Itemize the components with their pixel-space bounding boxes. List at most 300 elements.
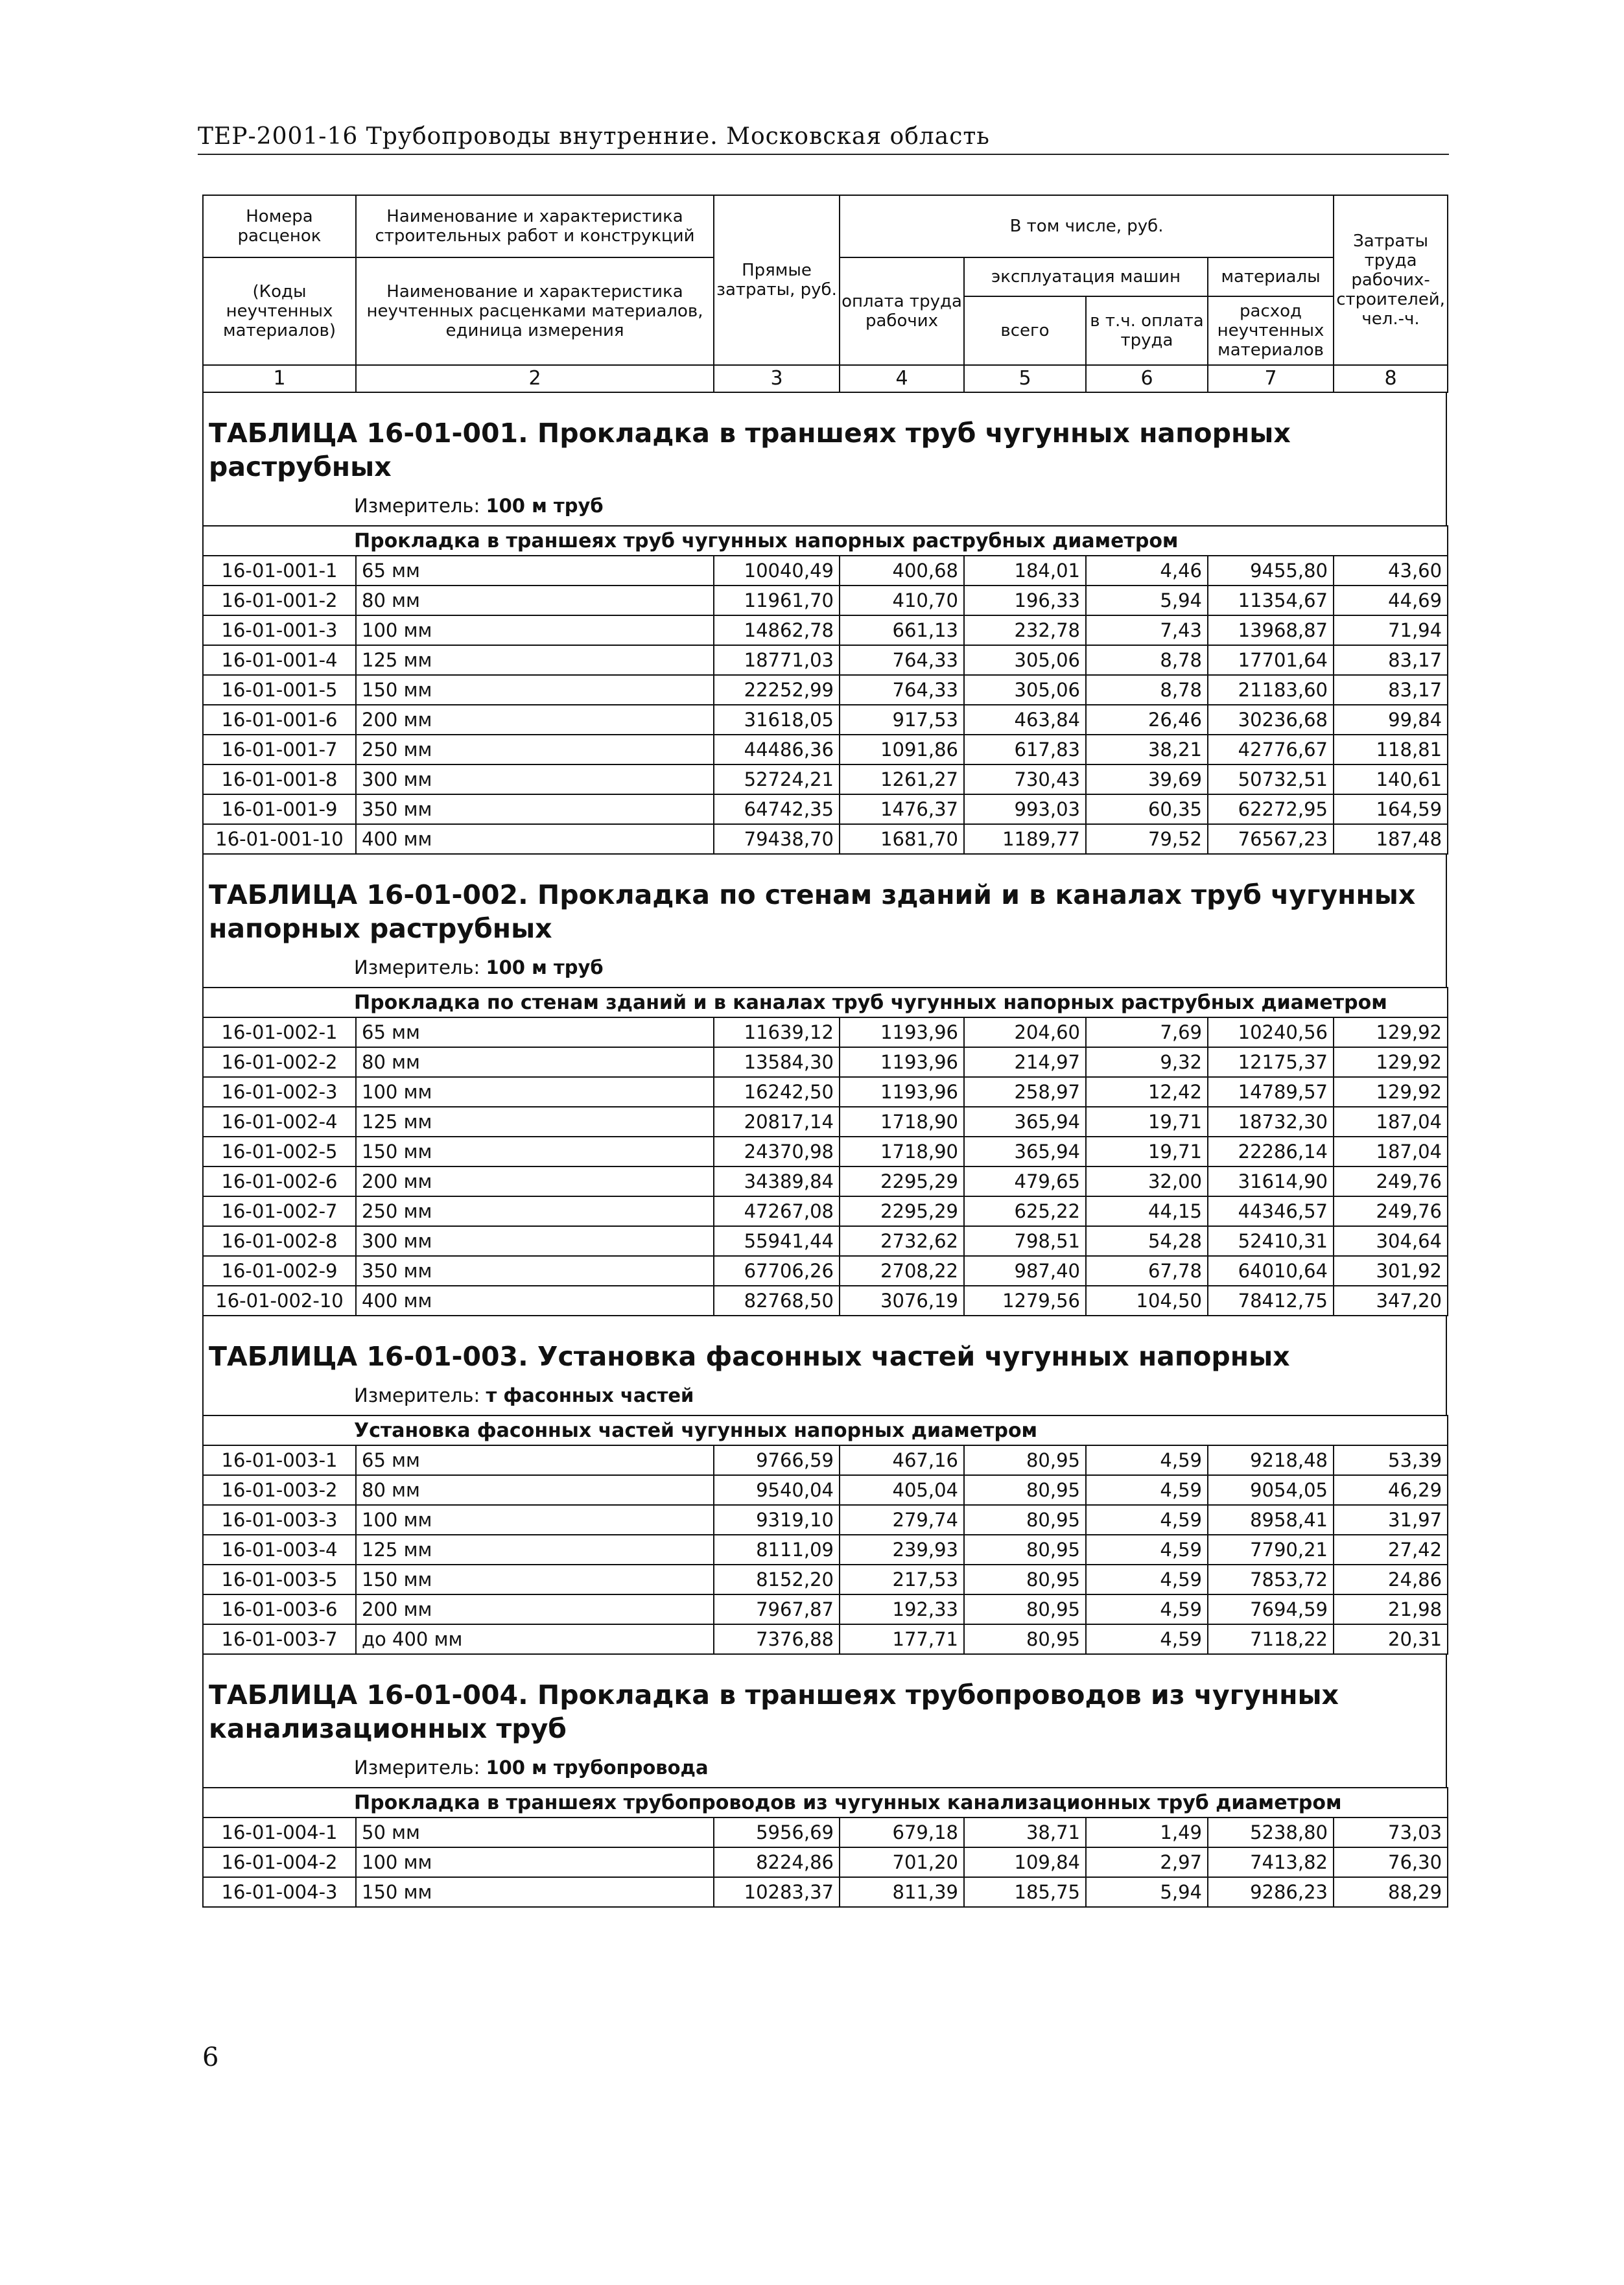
table-row (203, 1624, 1448, 1654)
machines-wages: 60,35 (1086, 794, 1208, 824)
materials-cost: 9054,05 (1208, 1475, 1334, 1505)
rate-description: 150 мм (356, 675, 714, 705)
direct-costs: 10040,49 (714, 556, 840, 586)
materials-cost: 62272,95 (1208, 794, 1334, 824)
materials-cost: 7413,82 (1208, 1847, 1334, 1877)
rate-description: 400 мм (356, 824, 714, 854)
table-row (203, 1226, 1448, 1256)
machines-wages: 8,78 (1086, 675, 1208, 705)
labor-hours: 20,31 (1334, 1624, 1448, 1654)
labor-hours: 27,42 (1334, 1535, 1448, 1565)
materials-cost: 9218,48 (1208, 1445, 1334, 1475)
direct-costs: 44486,36 (714, 735, 840, 764)
rate-description: 100 мм (356, 615, 714, 645)
table-row (203, 1565, 1448, 1594)
worker-wages: 1261,27 (840, 764, 964, 794)
labor-hours: 53,39 (1334, 1445, 1448, 1475)
labor-hours: 164,59 (1334, 794, 1448, 824)
direct-costs: 14862,78 (714, 615, 840, 645)
machines-wages: 104,50 (1086, 1286, 1208, 1316)
rate-description: 300 мм (356, 764, 714, 794)
rate-description: 80 мм (356, 586, 714, 615)
rates-table (202, 987, 1448, 1316)
materials-cost: 11354,67 (1208, 586, 1334, 615)
labor-hours: 43,60 (1334, 556, 1448, 586)
table-row (203, 705, 1448, 735)
table-row (203, 1445, 1448, 1475)
column-header-table (202, 195, 1448, 393)
rate-description: 125 мм (356, 1107, 714, 1137)
measure-row (202, 1752, 1447, 1787)
table-row (203, 1475, 1448, 1505)
labor-hours: 129,92 (1334, 1047, 1448, 1077)
page-number: 6 (202, 2042, 219, 2072)
rate-description: 250 мм (356, 1196, 714, 1226)
machines-total: 993,03 (964, 794, 1086, 824)
col6-header: в т.ч. оплата труда (1086, 296, 1208, 365)
including-header: В том числе, руб. (840, 195, 1334, 257)
rate-description: 150 мм (356, 1877, 714, 1907)
labor-hours: 140,61 (1334, 764, 1448, 794)
machines-wages: 4,59 (1086, 1505, 1208, 1535)
table-row (203, 1594, 1448, 1624)
machines-total: 80,95 (964, 1535, 1086, 1565)
direct-costs: 9766,59 (714, 1445, 840, 1475)
rate-code: 16-01-002-8 (203, 1226, 356, 1256)
direct-costs: 16242,50 (714, 1077, 840, 1107)
rate-code: 16-01-001-1 (203, 556, 356, 586)
rate-code: 16-01-001-3 (203, 615, 356, 645)
rate-description: 125 мм (356, 1535, 714, 1565)
measure-row (202, 490, 1447, 525)
worker-wages: 2295,29 (840, 1196, 964, 1226)
worker-wages: 917,53 (840, 705, 964, 735)
rate-code: 16-01-003-2 (203, 1475, 356, 1505)
machines-wages: 79,52 (1086, 824, 1208, 854)
section-title: ТАБЛИЦА 16-01-003. Установка фасонных частей чугунных напорных (202, 1316, 1447, 1380)
col-number: 1 (203, 365, 356, 392)
machines-wages: 4,59 (1086, 1624, 1208, 1654)
measure-label: Измеритель: (354, 495, 480, 517)
worker-wages: 1193,96 (840, 1047, 964, 1077)
machines-wages: 39,69 (1086, 764, 1208, 794)
materials-cost: 13968,87 (1208, 615, 1334, 645)
worker-wages: 2295,29 (840, 1166, 964, 1196)
machines-header: эксплуатация машин (964, 257, 1208, 296)
machines-total: 1189,77 (964, 824, 1086, 854)
section-title: ТАБЛИЦА 16-01-004. Прокладка в траншеях трубопроводов из чугунных канализационных труб (202, 1655, 1447, 1752)
rates-table (202, 1415, 1448, 1655)
machines-wages: 38,21 (1086, 735, 1208, 764)
rate-description: 200 мм (356, 1166, 714, 1196)
rate-description: 100 мм (356, 1847, 714, 1877)
materials-cost: 9286,23 (1208, 1877, 1334, 1907)
worker-wages: 405,04 (840, 1475, 964, 1505)
rate-code: 16-01-004-2 (203, 1847, 356, 1877)
labor-hours: 88,29 (1334, 1877, 1448, 1907)
rate-description: 50 мм (356, 1817, 714, 1847)
machines-total: 987,40 (964, 1256, 1086, 1286)
labor-hours: 71,94 (1334, 615, 1448, 645)
materials-cost: 9455,80 (1208, 556, 1334, 586)
labor-hours: 99,84 (1334, 705, 1448, 735)
rates-table (202, 525, 1448, 855)
worker-wages: 811,39 (840, 1877, 964, 1907)
direct-costs: 22252,99 (714, 675, 840, 705)
measure-value: 100 м труб (486, 495, 604, 517)
table-row (203, 1286, 1448, 1316)
table-row (203, 824, 1448, 854)
machines-total: 305,06 (964, 675, 1086, 705)
rate-description: 200 мм (356, 1594, 714, 1624)
machines-wages: 4,59 (1086, 1535, 1208, 1565)
materials-cost: 76567,23 (1208, 824, 1334, 854)
rate-code: 16-01-003-4 (203, 1535, 356, 1565)
rate-description: 65 мм (356, 556, 714, 586)
labor-hours: 31,97 (1334, 1505, 1448, 1535)
table-row (203, 615, 1448, 645)
machines-wages: 26,46 (1086, 705, 1208, 735)
worker-wages: 3076,19 (840, 1286, 964, 1316)
table-row (203, 675, 1448, 705)
machines-total: 258,97 (964, 1077, 1086, 1107)
machines-total: 798,51 (964, 1226, 1086, 1256)
direct-costs: 55941,44 (714, 1226, 840, 1256)
materials-cost: 7694,59 (1208, 1594, 1334, 1624)
rate-code: 16-01-002-10 (203, 1286, 356, 1316)
materials-cost: 17701,64 (1208, 645, 1334, 675)
worker-wages: 467,16 (840, 1445, 964, 1475)
rate-code: 16-01-001-2 (203, 586, 356, 615)
machines-total: 1279,56 (964, 1286, 1086, 1316)
machines-total: 463,84 (964, 705, 1086, 735)
direct-costs: 64742,35 (714, 794, 840, 824)
machines-wages: 44,15 (1086, 1196, 1208, 1226)
machines-wages: 2,97 (1086, 1847, 1208, 1877)
worker-wages: 661,13 (840, 615, 964, 645)
machines-total: 184,01 (964, 556, 1086, 586)
rate-code: 16-01-002-1 (203, 1017, 356, 1047)
machines-wages: 5,94 (1086, 1877, 1208, 1907)
rate-code: 16-01-002-3 (203, 1077, 356, 1107)
machines-wages: 1,49 (1086, 1817, 1208, 1847)
rate-code: 16-01-003-6 (203, 1594, 356, 1624)
rate-description: 400 мм (356, 1286, 714, 1316)
machines-total: 305,06 (964, 645, 1086, 675)
machines-total: 185,75 (964, 1877, 1086, 1907)
table-row (203, 1017, 1448, 1047)
rates-table (202, 1787, 1448, 1908)
direct-costs: 18771,03 (714, 645, 840, 675)
machines-total: 80,95 (964, 1445, 1086, 1475)
rate-code: 16-01-001-7 (203, 735, 356, 764)
materials-cost: 5238,80 (1208, 1817, 1334, 1847)
col-number: 5 (964, 365, 1086, 392)
direct-costs: 13584,30 (714, 1047, 840, 1077)
col-number: 3 (714, 365, 840, 392)
machines-wages: 19,71 (1086, 1137, 1208, 1166)
measure-label: Измеритель: (354, 1384, 480, 1406)
materials-cost: 30236,68 (1208, 705, 1334, 735)
rate-code: 16-01-001-8 (203, 764, 356, 794)
rate-code: 16-01-001-6 (203, 705, 356, 735)
labor-hours: 301,92 (1334, 1256, 1448, 1286)
worker-wages: 1193,96 (840, 1077, 964, 1107)
materials-cost: 64010,64 (1208, 1256, 1334, 1286)
col8-header: Затраты труда рабочих-строителей, чел.-ч. (1334, 195, 1448, 365)
machines-wages: 7,43 (1086, 615, 1208, 645)
machines-wages: 7,69 (1086, 1017, 1208, 1047)
machines-wages: 4,59 (1086, 1475, 1208, 1505)
labor-hours: 129,92 (1334, 1077, 1448, 1107)
table-row (203, 1817, 1448, 1847)
materials-cost: 8958,41 (1208, 1505, 1334, 1535)
machines-wages: 4,46 (1086, 556, 1208, 586)
rate-description: 125 мм (356, 645, 714, 675)
machines-wages: 5,94 (1086, 586, 1208, 615)
rate-description: 80 мм (356, 1475, 714, 1505)
col1-header-bottom: (Коды неучтенных материалов) (203, 257, 356, 365)
table-row (203, 1256, 1448, 1286)
worker-wages: 400,68 (840, 556, 964, 586)
direct-costs: 7967,87 (714, 1594, 840, 1624)
col-number: 7 (1208, 365, 1334, 392)
materials-cost: 22286,14 (1208, 1137, 1334, 1166)
machines-wages: 4,59 (1086, 1594, 1208, 1624)
rate-code: 16-01-004-3 (203, 1877, 356, 1907)
materials-cost: 7790,21 (1208, 1535, 1334, 1565)
direct-costs: 8152,20 (714, 1565, 840, 1594)
machines-wages: 9,32 (1086, 1047, 1208, 1077)
labor-hours: 249,76 (1334, 1196, 1448, 1226)
direct-costs: 8224,86 (714, 1847, 840, 1877)
materials-header: материалы (1208, 257, 1334, 296)
rate-code: 16-01-001-4 (203, 645, 356, 675)
measure-value: 100 м трубопровода (486, 1757, 709, 1779)
labor-hours: 118,81 (1334, 735, 1448, 764)
table-row (203, 794, 1448, 824)
table-subheader: Прокладка в траншеях труб чугунных напорных раструбных диаметром (203, 526, 1448, 556)
measure-label: Измеритель: (354, 1757, 480, 1779)
direct-costs: 10283,37 (714, 1877, 840, 1907)
worker-wages: 701,20 (840, 1847, 964, 1877)
column-numbers-row (203, 365, 1448, 392)
rate-description: 100 мм (356, 1505, 714, 1535)
machines-total: 80,95 (964, 1565, 1086, 1594)
table-row (203, 1505, 1448, 1535)
labor-hours: 83,17 (1334, 675, 1448, 705)
rate-code: 16-01-003-3 (203, 1505, 356, 1535)
rate-code: 16-01-003-7 (203, 1624, 356, 1654)
worker-wages: 764,33 (840, 645, 964, 675)
direct-costs: 24370,98 (714, 1137, 840, 1166)
rates-document (202, 195, 1447, 1908)
rate-code: 16-01-003-5 (203, 1565, 356, 1594)
materials-cost: 18732,30 (1208, 1107, 1334, 1137)
rate-code: 16-01-001-9 (203, 794, 356, 824)
col2-header-bottom: Наименование и характеристика неучтенных расценками материалов, единица измерения (356, 257, 714, 365)
rate-code: 16-01-002-4 (203, 1107, 356, 1137)
direct-costs: 7376,88 (714, 1624, 840, 1654)
table-subheader: Прокладка в траншеях трубопроводов из чугунных канализационных труб диаметром (203, 1788, 1448, 1817)
worker-wages: 177,71 (840, 1624, 964, 1654)
materials-cost: 78412,75 (1208, 1286, 1334, 1316)
direct-costs: 34389,84 (714, 1166, 840, 1196)
machines-total: 196,33 (964, 586, 1086, 615)
worker-wages: 1718,90 (840, 1107, 964, 1137)
machines-wages: 19,71 (1086, 1107, 1208, 1137)
labor-hours: 24,86 (1334, 1565, 1448, 1594)
measure-label: Измеритель: (354, 956, 480, 978)
labor-hours: 129,92 (1334, 1017, 1448, 1047)
table-row (203, 645, 1448, 675)
col-number: 6 (1086, 365, 1208, 392)
machines-total: 109,84 (964, 1847, 1086, 1877)
labor-hours: 187,04 (1334, 1137, 1448, 1166)
rate-code: 16-01-003-1 (203, 1445, 356, 1475)
worker-wages: 217,53 (840, 1565, 964, 1594)
rate-code: 16-01-001-10 (203, 824, 356, 854)
labor-hours: 21,98 (1334, 1594, 1448, 1624)
col7-header: расход неучтенных материалов (1208, 296, 1334, 365)
labor-hours: 187,48 (1334, 824, 1448, 854)
table-row (203, 1166, 1448, 1196)
page-header: ТЕР-2001-16 Трубопроводы внутренние. Московская область (198, 123, 1449, 155)
direct-costs: 31618,05 (714, 705, 840, 735)
machines-total: 214,97 (964, 1047, 1086, 1077)
rate-code: 16-01-001-5 (203, 675, 356, 705)
direct-costs: 67706,26 (714, 1256, 840, 1286)
col-number: 2 (356, 365, 714, 392)
direct-costs: 9319,10 (714, 1505, 840, 1535)
materials-cost: 14789,57 (1208, 1077, 1334, 1107)
worker-wages: 192,33 (840, 1594, 964, 1624)
labor-hours: 44,69 (1334, 586, 1448, 615)
table-row (203, 1137, 1448, 1166)
table-row (203, 735, 1448, 764)
section-title: ТАБЛИЦА 16-01-001. Прокладка в траншеях труб чугунных напорных раструбных (202, 393, 1447, 490)
machines-wages: 4,59 (1086, 1565, 1208, 1594)
machines-total: 625,22 (964, 1196, 1086, 1226)
direct-costs: 9540,04 (714, 1475, 840, 1505)
direct-costs: 47267,08 (714, 1196, 840, 1226)
col2-header-top: Наименование и характеристика строительных работ и конструкций (356, 195, 714, 257)
machines-wages: 8,78 (1086, 645, 1208, 675)
worker-wages: 2732,62 (840, 1226, 964, 1256)
col5-header: всего (964, 296, 1086, 365)
col1-header-top: Номера расценок (203, 195, 356, 257)
table-row (203, 764, 1448, 794)
rate-code: 16-01-002-5 (203, 1137, 356, 1166)
machines-total: 617,83 (964, 735, 1086, 764)
rate-description: 100 мм (356, 1077, 714, 1107)
table-row (203, 1847, 1448, 1877)
materials-cost: 7853,72 (1208, 1565, 1334, 1594)
machines-total: 80,95 (964, 1475, 1086, 1505)
labor-hours: 347,20 (1334, 1286, 1448, 1316)
measure-value: т фасонных частей (486, 1384, 694, 1406)
machines-total: 80,95 (964, 1594, 1086, 1624)
rate-description: 200 мм (356, 705, 714, 735)
table-row (203, 1107, 1448, 1137)
labor-hours: 46,29 (1334, 1475, 1448, 1505)
machines-wages: 4,59 (1086, 1445, 1208, 1475)
measure-row (202, 1380, 1447, 1415)
direct-costs: 20817,14 (714, 1107, 840, 1137)
rate-code: 16-01-004-1 (203, 1817, 356, 1847)
col3-header: Прямые затраты, руб. (714, 195, 840, 365)
table-row (203, 1535, 1448, 1565)
direct-costs: 5956,69 (714, 1817, 840, 1847)
table-subheader: Установка фасонных частей чугунных напорных диаметром (203, 1415, 1448, 1445)
col-number: 8 (1334, 365, 1448, 392)
labor-hours: 249,76 (1334, 1166, 1448, 1196)
rate-code: 16-01-002-2 (203, 1047, 356, 1077)
labor-hours: 304,64 (1334, 1226, 1448, 1256)
table-row (203, 1077, 1448, 1107)
labor-hours: 187,04 (1334, 1107, 1448, 1137)
worker-wages: 279,74 (840, 1505, 964, 1535)
machines-wages: 67,78 (1086, 1256, 1208, 1286)
materials-cost: 52410,31 (1208, 1226, 1334, 1256)
table-row (203, 586, 1448, 615)
worker-wages: 1193,96 (840, 1017, 964, 1047)
materials-cost: 12175,37 (1208, 1047, 1334, 1077)
section-title: ТАБЛИЦА 16-01-002. Прокладка по стенам зданий и в каналах труб чугунных напорных раструбных (202, 855, 1447, 952)
rate-description: 250 мм (356, 735, 714, 764)
rate-description: 150 мм (356, 1137, 714, 1166)
labor-hours: 83,17 (1334, 645, 1448, 675)
worker-wages: 2708,22 (840, 1256, 964, 1286)
materials-cost: 44346,57 (1208, 1196, 1334, 1226)
rate-description: 150 мм (356, 1565, 714, 1594)
table-row (203, 1877, 1448, 1907)
rate-description: 300 мм (356, 1226, 714, 1256)
machines-total: 80,95 (964, 1505, 1086, 1535)
col4-header: оплата труда рабочих (840, 257, 964, 365)
machines-total: 365,94 (964, 1107, 1086, 1137)
rate-code: 16-01-002-7 (203, 1196, 356, 1226)
worker-wages: 1681,70 (840, 824, 964, 854)
labor-hours: 73,03 (1334, 1817, 1448, 1847)
worker-wages: 1091,86 (840, 735, 964, 764)
table-row (203, 1196, 1448, 1226)
machines-total: 365,94 (964, 1137, 1086, 1166)
machines-wages: 32,00 (1086, 1166, 1208, 1196)
machines-total: 730,43 (964, 764, 1086, 794)
machines-total: 204,60 (964, 1017, 1086, 1047)
materials-cost: 50732,51 (1208, 764, 1334, 794)
materials-cost: 7118,22 (1208, 1624, 1334, 1654)
direct-costs: 11961,70 (714, 586, 840, 615)
measure-value: 100 м труб (486, 956, 604, 978)
table-subheader: Прокладка по стенам зданий и в каналах труб чугунных напорных раструбных диаметром (203, 988, 1448, 1017)
rate-code: 16-01-002-6 (203, 1166, 356, 1196)
materials-cost: 21183,60 (1208, 675, 1334, 705)
worker-wages: 410,70 (840, 586, 964, 615)
worker-wages: 1476,37 (840, 794, 964, 824)
table-row (203, 556, 1448, 586)
rate-description: 80 мм (356, 1047, 714, 1077)
col-number: 4 (840, 365, 964, 392)
direct-costs: 11639,12 (714, 1017, 840, 1047)
machines-total: 80,95 (964, 1624, 1086, 1654)
worker-wages: 239,93 (840, 1535, 964, 1565)
direct-costs: 82768,50 (714, 1286, 840, 1316)
direct-costs: 52724,21 (714, 764, 840, 794)
worker-wages: 1718,90 (840, 1137, 964, 1166)
measure-row (202, 952, 1447, 987)
